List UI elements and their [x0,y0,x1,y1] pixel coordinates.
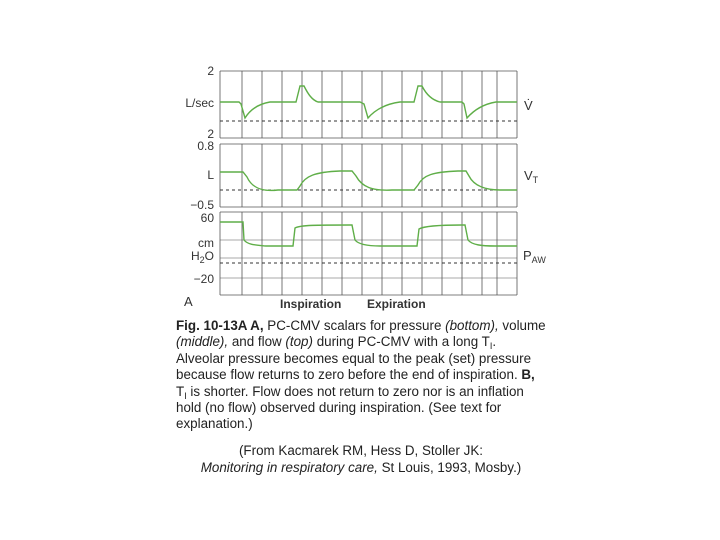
caption-text-7: is shorter. Flow does not return to zero nor is an inflation hold (no flow) observed during inspiration. (See text for explanation.) [176,383,524,432]
pressure-bottom-tick: −20 [193,272,214,286]
pressure-unit-line1: cm [198,236,214,250]
flow-unit-label: L/sec [185,96,214,110]
volume-symbol-base: V [524,168,533,183]
caption-middle: (middle), [176,334,229,350]
pressure-unit-h: H [190,249,200,263]
caption-text-2: volume [498,318,546,333]
inspiration-label: Inspiration [280,297,342,311]
pressure-symbol-base: P [523,248,532,263]
grid-lines [220,71,517,295]
volume-trace [220,171,517,190]
source-line-1: (From Kacmarek RM, Hess D, Stoller JK: [238,443,484,458]
pressure-unit-sub: 2 [199,255,205,265]
pressure-symbol-sub: AW [531,255,546,265]
caption-text-5: . Alveolar pressure becomes equal to the peak (set) pressure because flow returns to zero before the end of inspiration. [176,334,532,383]
pressure-symbol-label [523,249,546,263]
source-line-2-tail: St Louis, 1993, Mosby.) [377,460,522,475]
caption-text-6: T [176,383,185,399]
caption-fig-label: Fig. 10-13A A, [176,318,264,333]
flow-symbol-label: V̇ [524,98,533,113]
waveform-traces [220,86,517,246]
caption-top: (top) [285,334,313,350]
caption-text-3: and flow [228,334,286,350]
caption-b-label: B, [521,367,535,383]
figure-caption [176,318,546,433]
volume-unit-label: L [207,168,214,182]
volume-top-tick: 0.8 [197,139,214,153]
expiration-label: Expiration [367,297,426,311]
volume-symbol-label [524,169,538,183]
pressure-unit-line2 [154,249,214,263]
volume-symbol-sub: T [532,175,539,185]
caption-text-1: PC-CMV scalars for pressure [263,318,446,333]
flow-bottom-tick: 2 [207,127,214,141]
flow-trace [220,86,517,118]
caption-text-4: during PC-CMV with a long T [312,334,490,350]
pressure-unit-o: O [204,249,214,263]
source-citation [176,442,546,476]
caption-sub-i-1: I [489,341,493,352]
volume-bottom-tick: −0.5 [190,198,214,212]
pressure-trace [220,222,517,246]
panel-letter: A [184,294,193,309]
flow-top-tick: 2 [207,64,214,78]
source-title: Monitoring in respiratory care, [200,460,378,475]
caption-bottom: (bottom), [445,318,499,333]
caption-sub-i-2: I [184,390,187,401]
pressure-top-tick: 60 [200,211,214,225]
